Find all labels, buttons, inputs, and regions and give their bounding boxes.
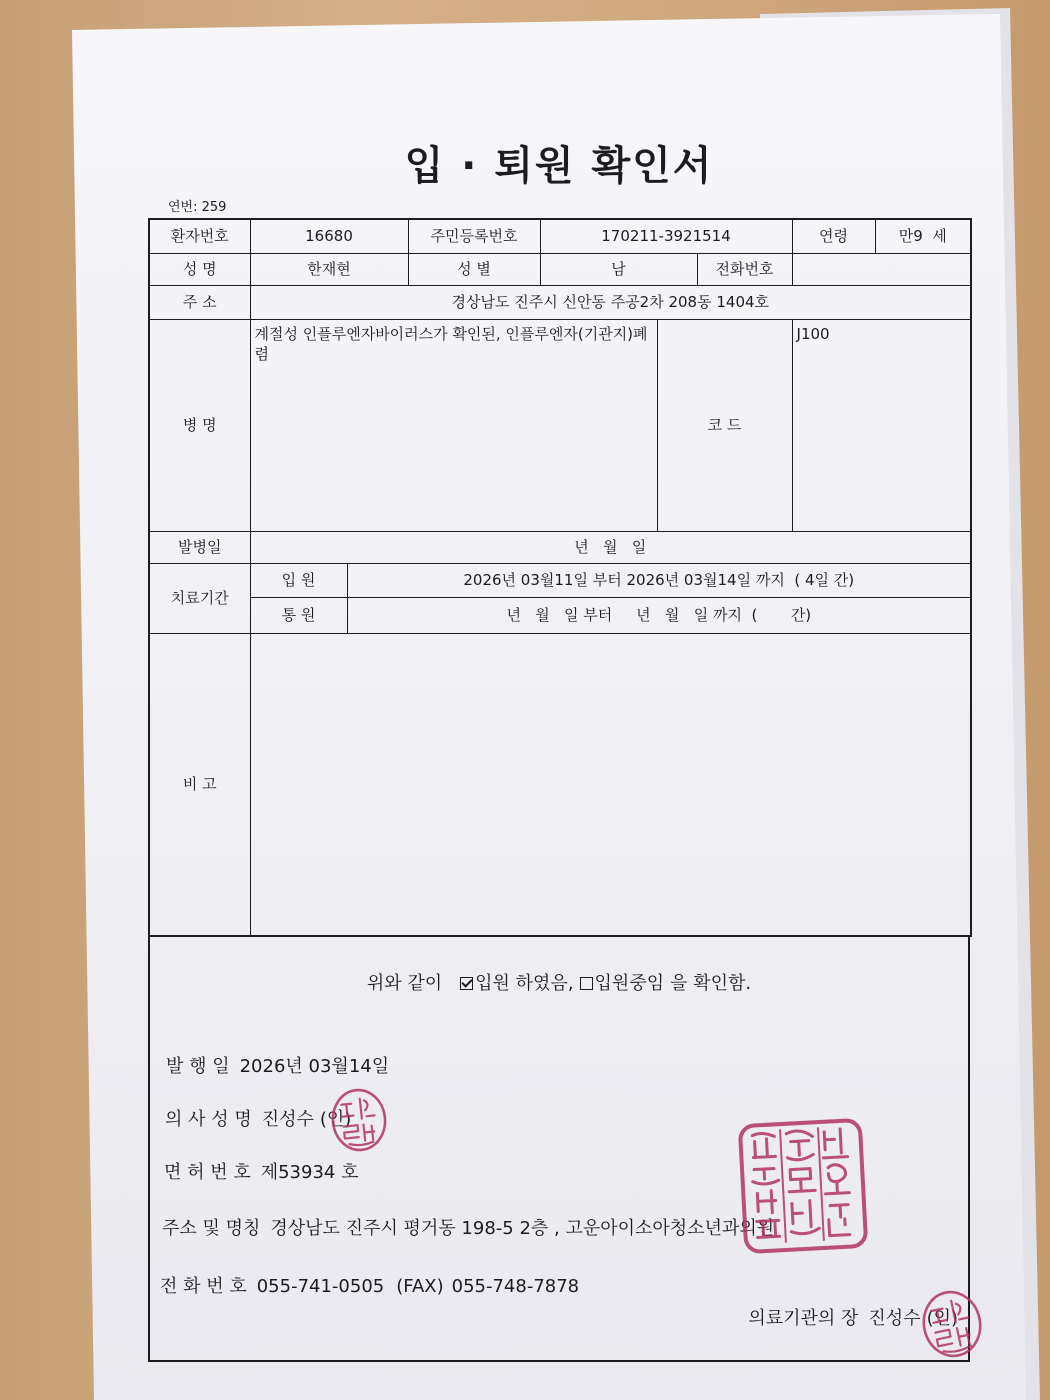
- diagnosis-value: 계절성 인플루엔자바이러스가 확인된, 인플루엔자(기관지)폐렴: [250, 319, 657, 531]
- clinic-seal-stamp-icon: [736, 1116, 871, 1257]
- sex-label: 성 별: [408, 253, 540, 285]
- admitted-option-label: 입원 하였음,: [475, 973, 574, 994]
- onset-label: 발병일: [149, 531, 250, 563]
- license-value: 제53934 호: [260, 1162, 359, 1183]
- age-label: 연령: [792, 219, 875, 253]
- code-label: 코 드: [657, 319, 792, 531]
- patient-number-label: 환자번호: [149, 219, 250, 253]
- patient-number-value: 16680: [250, 219, 408, 253]
- clinic-phone-line: [160, 1275, 579, 1299]
- name-label: 성 명: [149, 253, 250, 285]
- inpatient-checkbox: [580, 977, 593, 990]
- remarks-value: [250, 633, 971, 936]
- serial-number: 연번: 259: [168, 200, 227, 215]
- doctor-name-value: 진성수: [261, 1109, 314, 1130]
- confirmation-statement: [150, 972, 968, 996]
- clinic-head-label: 의료기관의 장: [748, 1308, 859, 1329]
- clinic-address-label: 주소 및 명칭: [162, 1218, 261, 1239]
- remarks-label: 비 고: [149, 633, 250, 936]
- issue-date-label: 발 행 일: [166, 1056, 230, 1077]
- phone-label: 전화번호: [697, 253, 792, 285]
- table-row-patient-number: [149, 219, 971, 253]
- inpatient-option-label: 입원중임: [594, 973, 665, 994]
- address-label: 주 소: [149, 285, 250, 319]
- clinic-address-line: [162, 1217, 774, 1241]
- resident-number-value: 170211-3921514: [540, 219, 792, 253]
- age-value: 만9 세: [875, 219, 971, 253]
- document-title: 입 · 퇴원 확인서: [404, 143, 714, 189]
- admitted-checkbox: [460, 977, 473, 990]
- phone-value: [792, 253, 971, 285]
- form-frame: [148, 218, 970, 1362]
- patient-info-table: [148, 218, 972, 937]
- resident-number-label: 주민등록번호: [408, 219, 540, 253]
- confirmation-prefix: 위와 같이: [366, 973, 443, 994]
- table-row-name: [149, 253, 971, 285]
- clinic-head-name: 진성수: [868, 1308, 921, 1329]
- clinic-phone-value: 055-741-0505: [256, 1276, 385, 1297]
- code-value: J100: [792, 319, 971, 531]
- clinic-address-value: 경상남도 진주시 평거동 198-5 2층 , 고운아이소아청소년과의원: [270, 1218, 775, 1239]
- table-row-onset: [149, 531, 971, 563]
- inpatient-label: 입 원: [250, 563, 347, 597]
- fax-value: 055-748-7878: [451, 1276, 580, 1297]
- license-label: 면 허 번 호: [164, 1162, 251, 1183]
- clinic-phone-label: 전 화 번 호: [160, 1276, 247, 1297]
- head-seal-stamp-icon: [913, 1283, 990, 1365]
- table-row-address: [149, 285, 971, 319]
- table-row-diagnosis: [149, 319, 971, 531]
- inpatient-period-value: 2026년 03월11일 부터 2026년 03월14일 까지 ( 4일 간): [347, 563, 971, 597]
- diagnosis-label: 병 명: [149, 319, 250, 531]
- clinic-head-seal-mark: (인): [926, 1308, 958, 1329]
- name-value: 한재현: [250, 253, 408, 285]
- confirmation-suffix: 을 확인함.: [670, 973, 752, 994]
- onset-value: 년 월 일: [250, 531, 971, 563]
- outpatient-period-value: 년 월 일 부터 년 월 일 까지 ( 간): [347, 597, 971, 633]
- doctor-seal-mark: (인): [319, 1109, 352, 1130]
- doctor-name-label: 의 사 성 명: [165, 1109, 252, 1130]
- table-row-inpatient: [149, 563, 971, 597]
- outpatient-label: 통 원: [250, 597, 347, 633]
- license-line: [164, 1161, 358, 1185]
- doctor-seal-stamp-icon: [326, 1084, 393, 1156]
- doctor-name-line: [165, 1108, 351, 1132]
- sex-value: 남: [540, 253, 697, 285]
- fax-label: (FAX): [396, 1276, 444, 1297]
- confirmation-section: [148, 937, 970, 1362]
- address-value: 경상남도 진주시 신안동 주공2차 208동 1404호: [250, 285, 971, 319]
- table-row-outpatient: [149, 597, 971, 633]
- treatment-period-label: 치료기간: [149, 563, 250, 633]
- table-row-remarks: [149, 633, 971, 936]
- issue-date-line: [166, 1055, 389, 1079]
- issue-date-value: 2026년 03월14일: [239, 1056, 390, 1077]
